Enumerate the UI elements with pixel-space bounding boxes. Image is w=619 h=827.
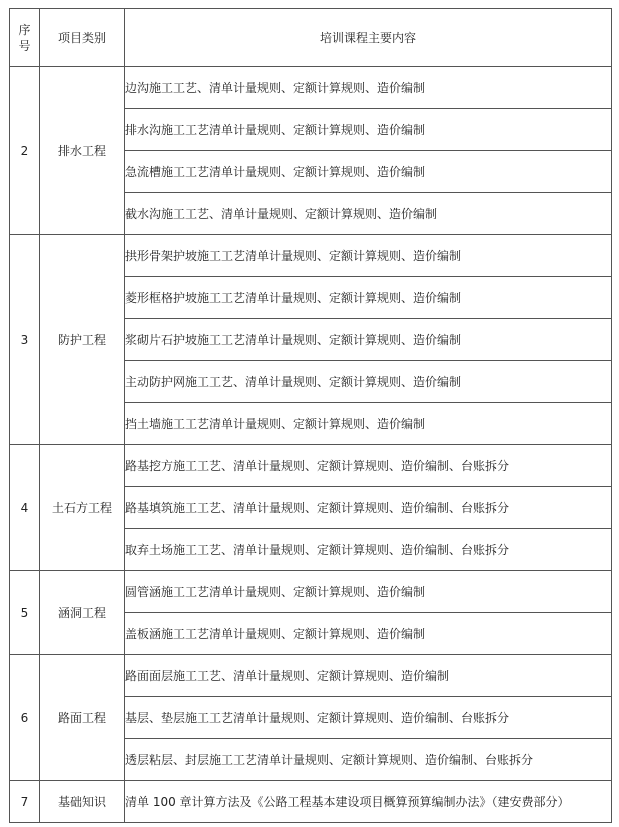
content-cell: 急流槽施工工艺清单计量规则、定额计算规则、造价编制	[125, 151, 612, 193]
seq-cell: 2	[10, 67, 40, 235]
content-cell: 主动防护网施工工艺、清单计量规则、定额计算规则、造价编制	[125, 361, 612, 403]
seq-cell: 5	[10, 571, 40, 655]
seq-cell: 6	[10, 655, 40, 781]
content-cell: 路面面层施工工艺、清单计量规则、定额计算规则、造价编制	[125, 655, 612, 697]
category-cell: 涵洞工程	[40, 571, 125, 655]
seq-cell: 3	[10, 235, 40, 445]
table-row	[10, 781, 612, 823]
content-cell: 透层粘层、封层施工工艺清单计量规则、定额计算规则、造价编制、台账拆分	[125, 739, 612, 781]
table-row	[10, 445, 612, 487]
content-cell: 路基填筑施工工艺、清单计量规则、定额计算规则、造价编制、台账拆分	[125, 487, 612, 529]
content-cell: 取弃土场施工工艺、清单计量规则、定额计算规则、造价编制、台账拆分	[125, 529, 612, 571]
category-cell: 路面工程	[40, 655, 125, 781]
header-seq-line2: 号	[18, 38, 31, 53]
content-cell: 圆管涵施工工艺清单计量规则、定额计算规则、造价编制	[125, 571, 612, 613]
header-category-cell: 项目类别	[40, 9, 125, 67]
content-cell: 路基挖方施工工艺、清单计量规则、定额计算规则、造价编制、台账拆分	[125, 445, 612, 487]
content-cell: 浆砌片石护坡施工工艺清单计量规则、定额计算规则、造价编制	[125, 319, 612, 361]
table-row	[10, 67, 612, 109]
seq-cell: 4	[10, 445, 40, 571]
content-cell: 菱形框格护坡施工工艺清单计量规则、定额计算规则、造价编制	[125, 277, 612, 319]
category-cell: 排水工程	[40, 67, 125, 235]
header-seq-cell	[10, 9, 40, 67]
header-seq-line1: 序	[18, 22, 31, 37]
content-cell: 边沟施工工艺、清单计量规则、定额计算规则、造价编制	[125, 67, 612, 109]
content-cell: 基层、垫层施工工艺清单计量规则、定额计算规则、造价编制、台账拆分	[125, 697, 612, 739]
table-row	[10, 571, 612, 613]
course-table	[9, 8, 612, 823]
content-cell: 拱形骨架护坡施工工艺清单计量规则、定额计算规则、造价编制	[125, 235, 612, 277]
content-cell: 盖板涵施工工艺清单计量规则、定额计算规则、造价编制	[125, 613, 612, 655]
table-row	[10, 235, 612, 277]
content-cell: 挡土墙施工工艺清单计量规则、定额计算规则、造价编制	[125, 403, 612, 445]
header-content-cell: 培训课程主要内容	[125, 9, 612, 67]
category-cell: 土石方工程	[40, 445, 125, 571]
content-cell: 清单 100 章计算方法及《公路工程基本建设项目概算预算编制办法》（建安费部分）	[125, 781, 612, 823]
header-row	[10, 9, 612, 67]
category-cell: 防护工程	[40, 235, 125, 445]
content-cell: 截水沟施工工艺、清单计量规则、定额计算规则、造价编制	[125, 193, 612, 235]
content-cell: 排水沟施工工艺清单计量规则、定额计算规则、造价编制	[125, 109, 612, 151]
table-body	[10, 9, 612, 823]
category-cell: 基础知识	[40, 781, 125, 823]
table-row	[10, 655, 612, 697]
seq-cell: 7	[10, 781, 40, 823]
